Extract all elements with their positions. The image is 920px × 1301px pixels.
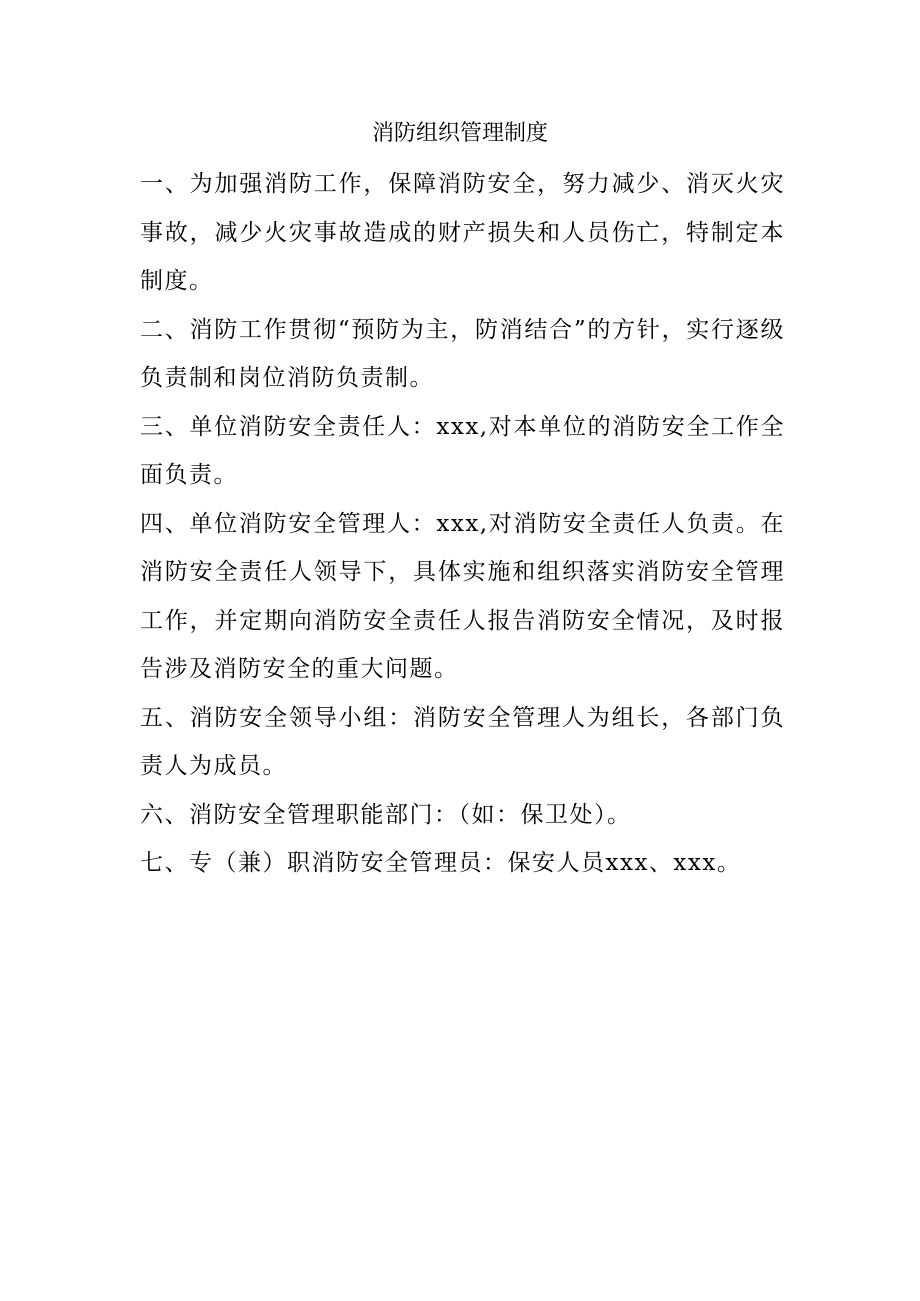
- paragraph-4: 四、单位消防安全管理人：xxx,对消防安全责任人负责。在消防安全责任人领导下，具体实施和组织落实消防安全管理工作，并定期向消防安全责任人报告消防安全情况，及时报告涉及消防安全的重大问题。: [140, 510, 785, 682]
- paragraph-7: 七、专（兼）职消防安全管理员：保安人员xxx、xxx。: [140, 850, 742, 876]
- paragraph-2: 二、消防工作贯彻“预防为主，防消结合”的方针，实行逐级负责制和岗位消防负责制。: [140, 316, 785, 391]
- paragraph-1: 一、为加强消防工作，保障消防安全，努力减少、消灭火灾事故，减少火灾事故造成的财产损失和人员伤亡，特制定本制度。: [140, 171, 785, 294]
- document-title: 消防组织管理制度: [371, 121, 548, 146]
- paragraph-3: 三、单位消防安全责任人：xxx,对本单位的消防安全工作全面负责。: [140, 413, 785, 488]
- paragraph-5: 五、消防安全领导小组：消防安全管理人为组长，各部门负责人为成员。: [140, 704, 785, 779]
- document-body: [140, 160, 785, 888]
- paragraph-6: 六、消防安全管理职能部门：（如：保卫处）。: [140, 801, 632, 828]
